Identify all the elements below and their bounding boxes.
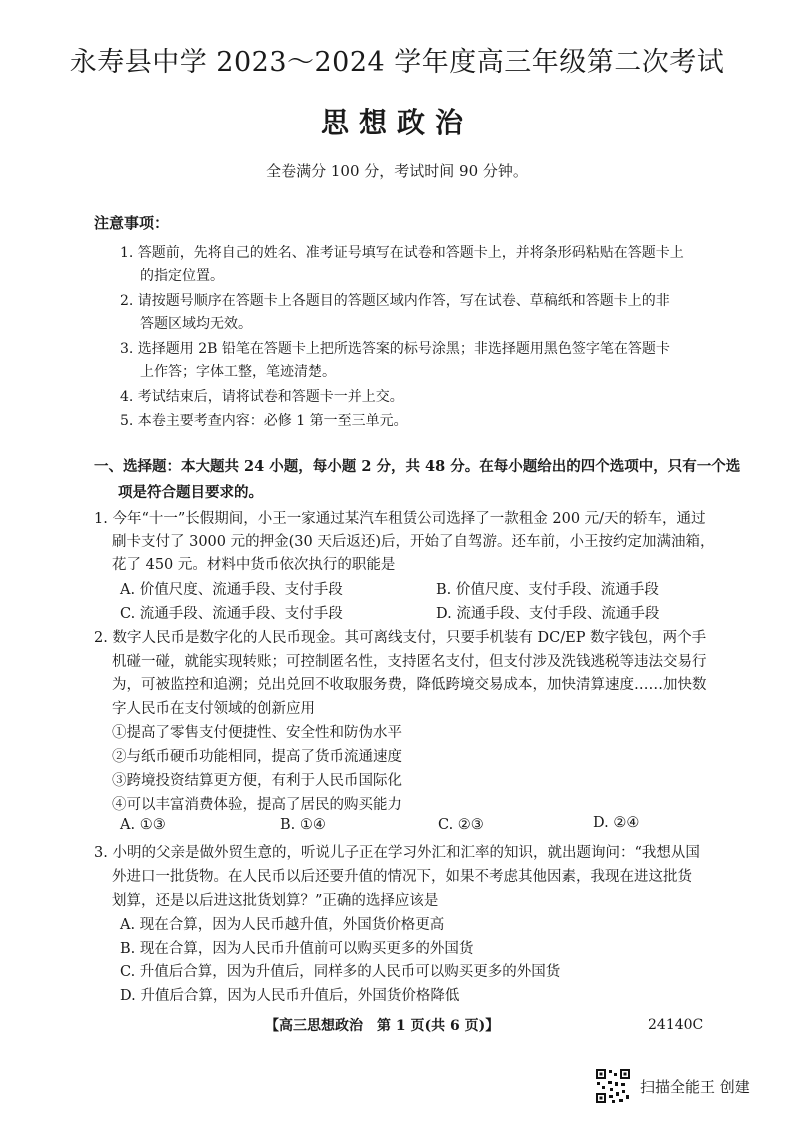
section-heading-cont: 项是符合题目要求的。 xyxy=(118,484,263,501)
q1-option-b: B. 价值尺度、支付手段、流通手段 xyxy=(436,582,659,598)
exam-title: 永寿县中学 2023～2024 学年度高三年级第二次考试 xyxy=(69,47,725,78)
q1-stem: 刷卡支付了 3000 元的押金(30 天后返还)后，开始了自驾游。还车前，小王按约定加满油箱， xyxy=(112,534,715,550)
paper-code: 24140C xyxy=(648,1017,704,1033)
q1-option-a: A. 价值尺度、流通手段、支付手段 xyxy=(120,582,343,598)
q2-stem: 2. 数字人民币是数字化的人民币现金。其可离线支付，只要手机装有 DC/EP 数字钱包，两个手 xyxy=(94,630,707,646)
q2-stem: 为，可被监控和追溯；兑出兑回不收取服务费，降低跨境交易成本，加快清算速度……加快数 xyxy=(112,677,707,693)
q1-stem: 花了 450 元。材料中货币依次执行的职能是 xyxy=(112,557,396,573)
full-mark-note: 全卷满分 100 分，考试时间 90 分钟。 xyxy=(266,162,528,180)
notice-heading: 注意事项： xyxy=(94,214,170,232)
q3-stem: 外进口一批货物。在人民币以后还要升值的情况下，如果不考虑其他因素，我现在进这批货 xyxy=(112,869,692,885)
q3-option-c: C. 升值后合算，因为升值后，同样多的人民币可以购买更多的外国货 xyxy=(120,964,561,980)
qr-code-icon xyxy=(595,1068,631,1104)
notice-line: 1. 答题前，先将自己的姓名、准考证号填写在试卷和答题卡上，并将条形码粘贴在答题卡上 xyxy=(120,245,684,261)
q3-option-b: B. 现在合算，因为人民币升值前可以购买更多的外国货 xyxy=(120,941,474,957)
q2-item: ④可以丰富消费体验，提高了居民的购买能力 xyxy=(112,797,402,813)
q1-option-d: D. 流通手段、支付手段、流通手段 xyxy=(436,606,660,622)
notice-line: 的指定位置。 xyxy=(140,268,224,284)
q2-item: ③跨境投资结算更方便，有利于人民币国际化 xyxy=(112,773,402,789)
q2-option-c: C. ②③ xyxy=(438,817,484,833)
q2-option-d: D. ②④ xyxy=(593,815,640,831)
q2-stem: 字人民币在支付领域的创新应用 xyxy=(112,701,315,717)
q1-stem: 1. 今年“十一”长假期间，小王一家通过某汽车租赁公司选择了一款租金 200 元/天的轿车，通过 xyxy=(94,511,706,527)
q2-stem: 机碰一碰，就能实现转账；可控制匿名性，支持匿名支付，但支付涉及洗钱逃税等违法交易行 xyxy=(112,654,707,670)
q3-stem: 划算，还是以后进这批货划算？”正确的选择应该是 xyxy=(112,893,439,909)
notice-line: 4. 考试结束后，请将试卷和答题卡一并上交。 xyxy=(120,389,404,405)
notice-line: 2. 请按题号顺序在答题卡上各题目的答题区域内作答，写在试卷、草稿纸和答题卡上的非 xyxy=(120,293,670,309)
q2-item: ②与纸币硬币功能相同，提高了货币流通速度 xyxy=(112,749,402,765)
q3-stem: 3. 小明的父亲是做外贸生意的，听说儿子正在学习外汇和汇率的知识，就出题询问：“我想从国 xyxy=(94,845,700,861)
q3-option-d: D. 升值后合算，因为人民币升值后，外国货价格降低 xyxy=(120,988,460,1004)
q2-option-a: A. ①③ xyxy=(120,817,166,833)
notice-line: 3. 选择题用 2B 铅笔在答题卡上把所选答案的标号涂黑；非选择题用黑色签字笔在答题卡 xyxy=(120,341,670,357)
notice-line: 答题区域均无效。 xyxy=(140,316,252,332)
notice-line: 上作答；字体工整，笔迹清楚。 xyxy=(140,364,336,380)
subject-title: 思想政治 xyxy=(320,106,473,139)
q1-option-c: C. 流通手段、流通手段、支付手段 xyxy=(120,606,343,622)
page-footer: 【高三思想政治 第 1 页(共 6 页)】 xyxy=(265,1018,500,1034)
section-heading: 一、选择题：本大题共 24 小题，每小题 2 分，共 48 分。在每小题给出的四个选项中，只有一个选 xyxy=(94,458,741,475)
scanner-watermark: 扫描全能王 创建 xyxy=(640,1078,750,1096)
notice-line: 5. 本卷主要考查内容：必修 1 第一至三单元。 xyxy=(120,413,408,429)
q2-option-b: B. ①④ xyxy=(280,817,326,833)
q3-option-a: A. 现在合算，因为人民币越升值，外国货价格更高 xyxy=(120,917,445,933)
q2-item: ①提高了零售支付便捷性、安全性和防伪水平 xyxy=(112,725,402,741)
